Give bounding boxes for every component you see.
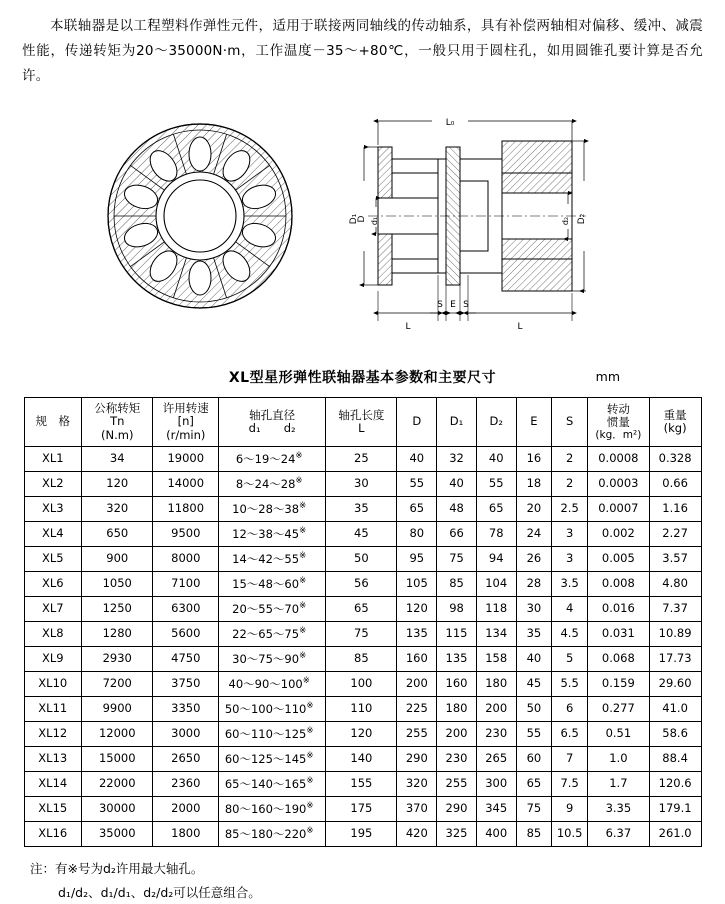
cell-bore: 65～140～165※ (219, 771, 326, 796)
cell-speed: 2000 (153, 796, 219, 821)
cell-D: 225 (397, 696, 437, 721)
table-row (24, 671, 701, 696)
cell-E: 30 (516, 596, 552, 621)
cell-torque: 22000 (82, 771, 153, 796)
note-line-1: 注：有※号为d₂许用最大轴孔。 (30, 860, 204, 876)
cell-weight: 88.4 (649, 746, 701, 771)
cell-D2: 200 (476, 696, 516, 721)
header-D: D (397, 397, 437, 446)
cell-spec: XL2 (24, 471, 82, 496)
cell-weight: 261.0 (649, 821, 701, 846)
figure-section-view (320, 103, 620, 357)
cell-inertia: 0.031 (588, 621, 650, 646)
cell-D1: 66 (437, 521, 477, 546)
cell-speed: 1800 (153, 821, 219, 846)
table-row (24, 796, 701, 821)
figure-front-view (100, 111, 300, 325)
cell-speed: 3000 (153, 721, 219, 746)
max-bore-marker: ※ (306, 750, 314, 761)
table-row (24, 496, 701, 521)
cell-E: 85 (516, 821, 552, 846)
cell-E: 45 (516, 671, 552, 696)
cell-weight: 10.89 (649, 621, 701, 646)
cell-D: 105 (397, 571, 437, 596)
cell-D: 320 (397, 771, 437, 796)
cell-spec: XL15 (24, 796, 82, 821)
cell-E: 20 (516, 496, 552, 521)
table-title-row (0, 367, 725, 389)
cell-weight: 120.6 (649, 771, 701, 796)
cell-D1: 180 (437, 696, 477, 721)
cell-D2: 230 (476, 721, 516, 746)
cell-inertia: 0.0007 (588, 496, 650, 521)
cell-spec: XL13 (24, 746, 82, 771)
cell-weight: 58.6 (649, 721, 701, 746)
cell-len: 100 (326, 671, 397, 696)
cell-D: 55 (397, 471, 437, 496)
cell-len: 75 (326, 621, 397, 646)
cell-spec: XL3 (24, 496, 82, 521)
cell-E: 40 (516, 646, 552, 671)
dim-E-label: E (450, 299, 456, 310)
cell-S: 2.5 (552, 496, 588, 521)
header-inertia-l3: (kg．m²) (595, 429, 642, 442)
cell-D: 255 (397, 721, 437, 746)
cell-S: 9 (552, 796, 588, 821)
max-bore-marker: ※ (299, 575, 307, 586)
cell-D2: 104 (476, 571, 516, 596)
figure-area (0, 103, 725, 361)
cell-torque: 1280 (82, 621, 153, 646)
max-bore-marker: ※ (295, 475, 303, 486)
cell-spec: XL9 (24, 646, 82, 671)
cell-D: 80 (397, 521, 437, 546)
table-body (24, 446, 701, 846)
cell-speed: 3750 (153, 671, 219, 696)
cell-bore: 50～100～110※ (219, 696, 326, 721)
cell-S: 4 (552, 596, 588, 621)
cell-speed: 3350 (153, 696, 219, 721)
cell-S: 4.5 (552, 621, 588, 646)
header-inertia-l2: 惯量 (606, 414, 630, 429)
header-bore-diameter (219, 397, 326, 446)
max-bore-marker: ※ (299, 625, 307, 636)
cell-torque: 9900 (82, 696, 153, 721)
cell-len: 85 (326, 646, 397, 671)
cell-S: 5 (552, 646, 588, 671)
cell-speed: 4750 (153, 646, 219, 671)
cell-bore: 60～125～145※ (219, 746, 326, 771)
cell-D2: 158 (476, 646, 516, 671)
cell-D2: 300 (476, 771, 516, 796)
header-torque-l3: (N.m) (101, 427, 134, 442)
cell-E: 65 (516, 771, 552, 796)
cell-D1: 32 (437, 446, 477, 471)
cell-speed: 7100 (153, 571, 219, 596)
max-bore-marker: ※ (306, 700, 314, 711)
cell-D: 370 (397, 796, 437, 821)
cell-weight: 1.16 (649, 496, 701, 521)
header-bore-d1: d₁ (248, 420, 261, 435)
cell-D1: 230 (437, 746, 477, 771)
cell-len: 45 (326, 521, 397, 546)
cell-bore: 85～180～220※ (219, 821, 326, 846)
cell-bore: 60～110～125※ (219, 721, 326, 746)
cell-E: 60 (516, 746, 552, 771)
cell-bore: 40～90～100※ (219, 671, 326, 696)
cell-S: 7.5 (552, 771, 588, 796)
cell-bore: 30～75～90※ (219, 646, 326, 671)
cell-inertia: 3.35 (588, 796, 650, 821)
cell-spec: XL10 (24, 671, 82, 696)
note-line-2: d₁/d₂、d₁/d₁、d₂/d₂可以任意组合。 (58, 884, 261, 900)
cell-inertia: 0.005 (588, 546, 650, 571)
cell-S: 2 (552, 471, 588, 496)
header-speed-l3: (r/min) (166, 427, 206, 442)
cell-spec: XL7 (24, 596, 82, 621)
document-page (0, 14, 725, 900)
header-speed-l2: [n] (177, 414, 194, 429)
cell-inertia: 0.0003 (588, 471, 650, 496)
cell-spec: XL6 (24, 571, 82, 596)
cell-torque: 900 (82, 546, 153, 571)
max-bore-marker: ※ (299, 525, 307, 536)
table-unit: mm (595, 368, 620, 384)
cell-weight: 0.66 (649, 471, 701, 496)
max-bore-marker: ※ (306, 800, 314, 811)
table-row (24, 596, 701, 621)
cell-torque: 7200 (82, 671, 153, 696)
cell-len: 140 (326, 746, 397, 771)
cell-torque: 1250 (82, 596, 153, 621)
cell-S: 5.5 (552, 671, 588, 696)
cell-S: 2 (552, 446, 588, 471)
cell-len: 25 (326, 446, 397, 471)
cell-E: 28 (516, 571, 552, 596)
cell-D: 420 (397, 821, 437, 846)
cell-E: 75 (516, 796, 552, 821)
cell-S: 10.5 (552, 821, 588, 846)
cell-torque: 30000 (82, 796, 153, 821)
header-inertia-l1: 转动 (606, 401, 630, 416)
table-title: XL型星形弹性联轴器基本参数和主要尺寸 (228, 369, 497, 386)
cell-D1: 200 (437, 721, 477, 746)
dim-d2-label: d₂ (561, 216, 570, 226)
max-bore-marker: ※ (295, 450, 303, 461)
cell-torque: 35000 (82, 821, 153, 846)
cell-S: 6 (552, 696, 588, 721)
header-speed-l1: 许用转速 (162, 401, 209, 416)
cell-inertia: 0.51 (588, 721, 650, 746)
cell-spec: XL16 (24, 821, 82, 846)
table-row (24, 571, 701, 596)
table-row (24, 721, 701, 746)
cell-weight: 3.57 (649, 546, 701, 571)
cell-weight: 7.37 (649, 596, 701, 621)
header-bore-length-l1: 轴孔长度 (338, 407, 385, 422)
dim-S-left-label: S (437, 299, 443, 310)
cell-inertia: 0.159 (588, 671, 650, 696)
cell-bore: 22～65～75※ (219, 621, 326, 646)
header-torque-l1: 公称转矩 (94, 401, 141, 416)
cell-bore: 6～19～24※ (219, 446, 326, 471)
notes-block (0, 857, 725, 904)
cell-spec: XL14 (24, 771, 82, 796)
cell-torque: 34 (82, 446, 153, 471)
table-row (24, 746, 701, 771)
dim-D1-label: D₁ (349, 213, 359, 225)
cell-torque: 2930 (82, 646, 153, 671)
cell-S: 3 (552, 521, 588, 546)
dim-D2-label: D₂ (577, 213, 587, 225)
table-row (24, 646, 701, 671)
cell-D1: 160 (437, 671, 477, 696)
cell-spec: XL4 (24, 521, 82, 546)
cell-S: 3 (552, 546, 588, 571)
header-spec: 规 格 (24, 397, 82, 446)
intro-text: 本联轴器是以工程塑料作弹性元件，适用于联接两同轴线的传动轴系，具有补偿两轴相对偏移、缓冲、减震性能，传递转矩为20～35000N·m，工作温度－35～+80℃，一般只用于圆柱孔，如用圆锥孔要计算是否允许。 (22, 18, 703, 84)
header-S: S (552, 397, 588, 446)
cell-D2: 94 (476, 546, 516, 571)
cell-len: 120 (326, 721, 397, 746)
cell-torque: 650 (82, 521, 153, 546)
cell-spec: XL8 (24, 621, 82, 646)
max-bore-marker: ※ (299, 650, 307, 661)
dim-S-right-label: S (463, 299, 469, 310)
max-bore-marker: ※ (302, 675, 310, 686)
cell-inertia: 0.0008 (588, 446, 650, 471)
table-row (24, 821, 701, 846)
cell-torque: 320 (82, 496, 153, 521)
cell-bore: 20～55～70※ (219, 596, 326, 621)
header-torque (82, 397, 153, 446)
cell-D2: 118 (476, 596, 516, 621)
table-row (24, 621, 701, 646)
cell-len: 65 (326, 596, 397, 621)
cell-inertia: 0.008 (588, 571, 650, 596)
cell-bore: 80～160～190※ (219, 796, 326, 821)
cell-len: 195 (326, 821, 397, 846)
max-bore-marker: ※ (299, 600, 307, 611)
header-bore-diameter-title: 轴孔直径 (249, 407, 296, 422)
cell-D1: 48 (437, 496, 477, 521)
cell-D1: 135 (437, 646, 477, 671)
max-bore-marker: ※ (306, 825, 314, 836)
cell-speed: 14000 (153, 471, 219, 496)
table-row (24, 521, 701, 546)
cell-len: 175 (326, 796, 397, 821)
cell-D: 65 (397, 496, 437, 521)
cell-D2: 40 (476, 446, 516, 471)
cell-D1: 75 (437, 546, 477, 571)
cell-weight: 0.328 (649, 446, 701, 471)
cell-inertia: 0.002 (588, 521, 650, 546)
cell-D1: 115 (437, 621, 477, 646)
cell-D: 120 (397, 596, 437, 621)
header-bore-length-l2: L (358, 420, 365, 435)
table-row (24, 546, 701, 571)
cell-speed: 2650 (153, 746, 219, 771)
cell-len: 155 (326, 771, 397, 796)
cell-E: 26 (516, 546, 552, 571)
cell-D2: 134 (476, 621, 516, 646)
cell-speed: 19000 (153, 446, 219, 471)
cell-D2: 78 (476, 521, 516, 546)
cell-len: 110 (326, 696, 397, 721)
cell-D: 160 (397, 646, 437, 671)
header-weight-l2: (kg) (663, 420, 687, 435)
cell-inertia: 1.0 (588, 746, 650, 771)
cell-D1: 98 (437, 596, 477, 621)
dim-L-left-label: L (405, 321, 411, 332)
cell-weight: 17.73 (649, 646, 701, 671)
cell-len: 30 (326, 471, 397, 496)
cell-E: 24 (516, 521, 552, 546)
cell-spec: XL11 (24, 696, 82, 721)
header-inertia (588, 397, 650, 446)
cell-D2: 65 (476, 496, 516, 521)
cell-S: 7 (552, 746, 588, 771)
cell-len: 35 (326, 496, 397, 521)
intro-paragraph (22, 14, 703, 89)
dim-L0-label: L₀ (445, 117, 455, 128)
cell-spec: XL1 (24, 446, 82, 471)
header-weight-l1: 重量 (663, 407, 687, 422)
dim-d1-label: d₁ (370, 216, 379, 226)
dim-D-label: D (357, 215, 367, 223)
cell-D1: 85 (437, 571, 477, 596)
header-E: E (516, 397, 552, 446)
max-bore-marker: ※ (306, 775, 314, 786)
cell-E: 18 (516, 471, 552, 496)
cell-inertia: 0.068 (588, 646, 650, 671)
cell-weight: 4.80 (649, 571, 701, 596)
max-bore-marker: ※ (299, 500, 307, 511)
cell-weight: 179.1 (649, 796, 701, 821)
cell-D1: 290 (437, 796, 477, 821)
cell-weight: 2.27 (649, 521, 701, 546)
cell-D1: 40 (437, 471, 477, 496)
table-row (24, 771, 701, 796)
cell-inertia: 0.277 (588, 696, 650, 721)
max-bore-marker: ※ (306, 725, 314, 736)
table-header-row (24, 397, 701, 446)
cell-spec: XL12 (24, 721, 82, 746)
cell-D2: 180 (476, 671, 516, 696)
cell-inertia: 0.016 (588, 596, 650, 621)
cell-speed: 5600 (153, 621, 219, 646)
cell-D1: 255 (437, 771, 477, 796)
header-bore-d2: d₂ (283, 420, 296, 435)
cell-torque: 120 (82, 471, 153, 496)
table-row (24, 446, 701, 471)
cell-S: 6.5 (552, 721, 588, 746)
table-row (24, 471, 701, 496)
cell-D2: 265 (476, 746, 516, 771)
cell-spec: XL5 (24, 546, 82, 571)
cell-D2: 55 (476, 471, 516, 496)
cell-inertia: 1.7 (588, 771, 650, 796)
header-D2: D₂ (476, 397, 516, 446)
table-row (24, 696, 701, 721)
cell-D1: 325 (437, 821, 477, 846)
header-weight (649, 397, 701, 446)
cell-E: 50 (516, 696, 552, 721)
cell-weight: 29.60 (649, 671, 701, 696)
spec-table (24, 397, 702, 847)
cell-len: 50 (326, 546, 397, 571)
header-speed (153, 397, 219, 446)
cell-E: 55 (516, 721, 552, 746)
cell-speed: 11800 (153, 496, 219, 521)
cell-speed: 2360 (153, 771, 219, 796)
cell-bore: 14～42～55※ (219, 546, 326, 571)
cell-speed: 6300 (153, 596, 219, 621)
header-torque-l2: Tn (110, 414, 125, 429)
cell-E: 35 (516, 621, 552, 646)
cell-D: 40 (397, 446, 437, 471)
cell-torque: 15000 (82, 746, 153, 771)
cell-bore: 10～28～38※ (219, 496, 326, 521)
dim-L-right-label: L (517, 321, 523, 332)
cell-S: 3.5 (552, 571, 588, 596)
header-D1: D₁ (437, 397, 477, 446)
cell-bore: 8～24～28※ (219, 471, 326, 496)
cell-D2: 400 (476, 821, 516, 846)
cell-D2: 345 (476, 796, 516, 821)
cell-torque: 12000 (82, 721, 153, 746)
cell-E: 16 (516, 446, 552, 471)
header-bore-length (326, 397, 397, 446)
cell-D: 200 (397, 671, 437, 696)
cell-bore: 15～48～60※ (219, 571, 326, 596)
cell-torque: 1050 (82, 571, 153, 596)
cell-weight: 41.0 (649, 696, 701, 721)
cell-D: 135 (397, 621, 437, 646)
cell-len: 56 (326, 571, 397, 596)
cell-D: 95 (397, 546, 437, 571)
cell-speed: 9500 (153, 521, 219, 546)
cell-D: 290 (397, 746, 437, 771)
cell-inertia: 6.37 (588, 821, 650, 846)
cell-bore: 12～38～45※ (219, 521, 326, 546)
max-bore-marker: ※ (299, 550, 307, 561)
cell-speed: 8000 (153, 546, 219, 571)
